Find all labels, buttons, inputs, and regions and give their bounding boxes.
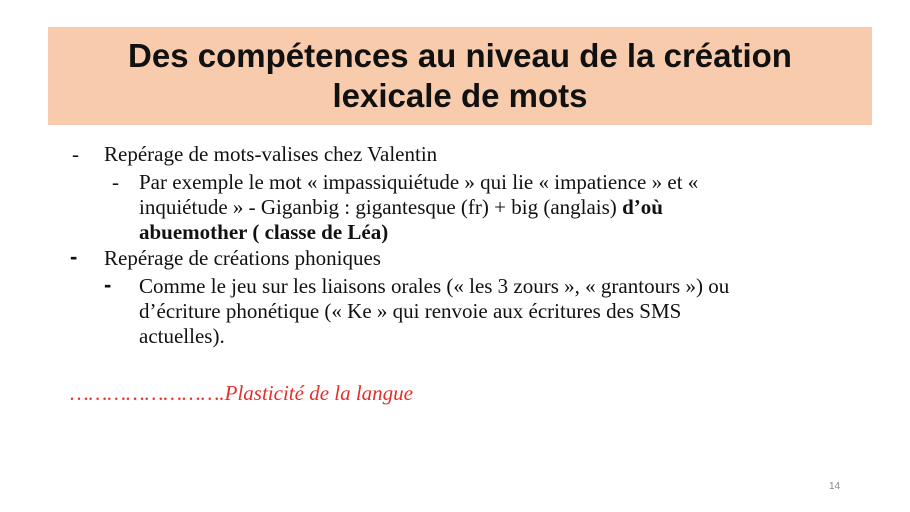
sub-bullet-line: Comme le jeu sur les liaisons orales (« les 3 zours », « grantours ») ou — [139, 274, 730, 298]
sub-bullet-line: d’écriture phonétique (« Ke » qui renvoie aux écritures des SMS — [139, 299, 682, 323]
bullet-marker: - — [70, 244, 78, 269]
sub-bullet-line: Par exemple le mot « impassiquiétude » qui lie « impatience » et « — [139, 170, 699, 194]
sub-bullet-line: actuelles). — [139, 324, 225, 348]
page-number: 14 — [829, 481, 841, 492]
bullet-marker: - — [72, 142, 79, 166]
bullet-text: Repérage de créations phoniques — [104, 246, 381, 270]
sub-bullet-line — [139, 195, 663, 219]
sub-bullet-marker: - — [104, 272, 112, 297]
title-line-2: lexicale de mots — [332, 77, 588, 114]
sub-bullet-marker: - — [112, 170, 119, 194]
conclusion-text: …………………….Plasticité de la langue — [70, 381, 414, 405]
sub-bullet-bold-text: d’où — [622, 195, 663, 219]
bullet-text: Repérage de mots-valises chez Valentin — [104, 142, 438, 166]
sub-bullet-line-text: inquiétude » - Giganbig : gigantesque (fr) + big (anglais) — [139, 195, 617, 219]
sub-bullet-bold-line: abuemother ( classe de Léa) — [139, 220, 389, 244]
title-line-1: Des compétences au niveau de la création — [128, 37, 792, 74]
